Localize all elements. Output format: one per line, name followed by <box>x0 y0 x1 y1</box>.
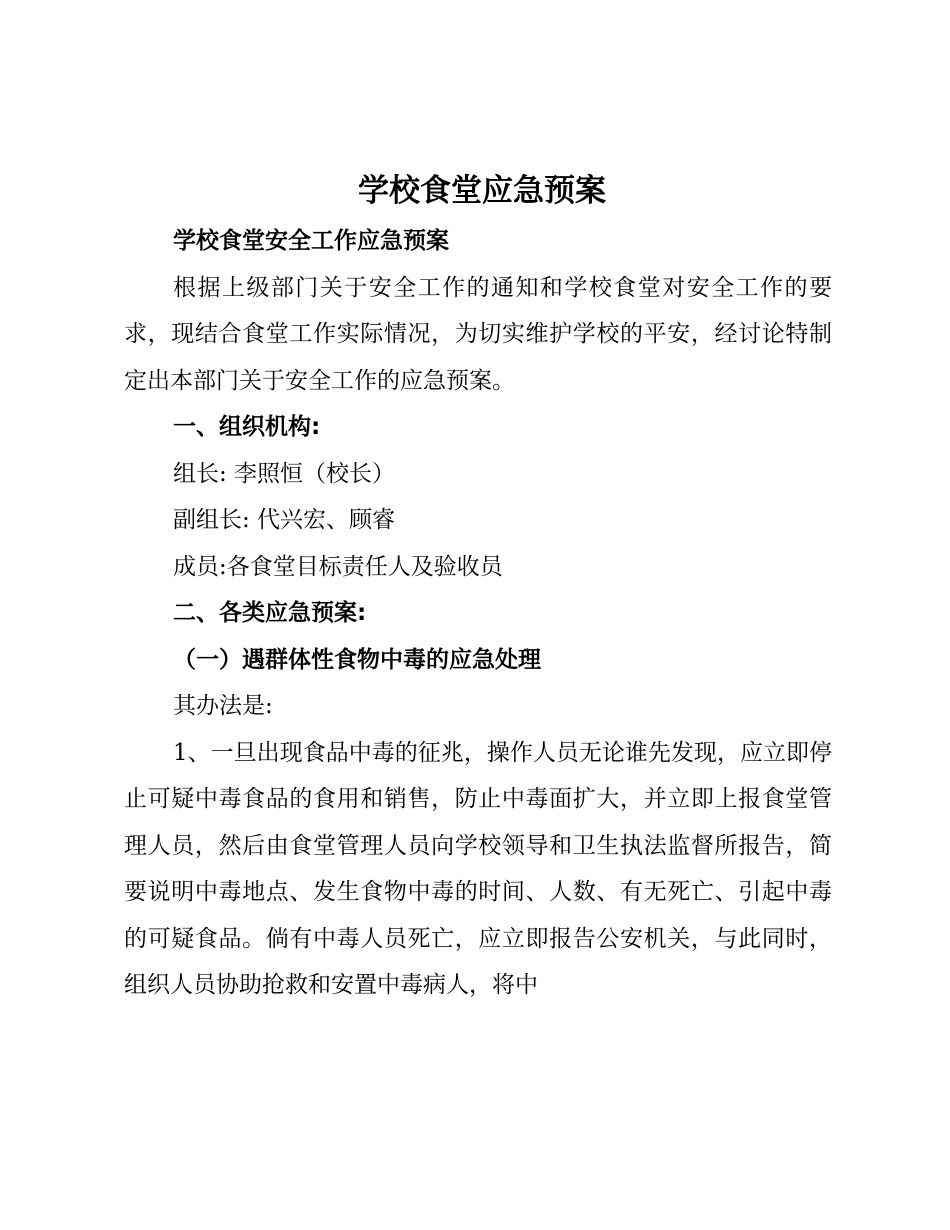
document-subtitle: 学校食堂安全工作应急预案 <box>173 228 449 254</box>
intro-paragraph: 根据上级部门关于安全工作的通知和学校食堂对安全工作的要求，现结合食堂工作实际情况，为切实维护学校的平安，经讨论特制定出本部门关于安全工作的应急预案。 <box>124 274 832 394</box>
step-1-paragraph: 1、一旦出现食品中毒的征兆，操作人员无论谁先发现，应立即停止可疑中毒食品的食用和销售，防止中毒面扩大，并立即上报食堂管理人员，然后由食堂管理人员向学校领导和卫生执法监督所报告，简要说明中毒地点、发生食物中毒的时间、人数、有无死亡、引起中毒的可疑食品。倘有中毒人员死亡，应立即报告公安机关，与此同时，组织人员协助抢救和安置中毒病人，将中 <box>124 739 832 998</box>
section-heading-emergency-plans: 二、各类应急预案: <box>173 600 367 626</box>
document-title: 学校食堂应急预案 <box>358 173 606 209</box>
members-line: 成员:各食堂目标责任人及验收员 <box>173 553 503 580</box>
method-intro: 其办法是: <box>173 693 273 719</box>
section-heading-organization: 一、组织机构: <box>173 414 321 440</box>
document-body <box>124 166 832 1009</box>
leader-line: 组长: 李照恒（校长） <box>173 460 396 487</box>
deputy-leader-line: 副组长: 代兴宏、顾睿 <box>173 507 396 533</box>
subsection-heading-food-poisoning: （一）遇群体性食物中毒的应急处理 <box>173 646 541 673</box>
